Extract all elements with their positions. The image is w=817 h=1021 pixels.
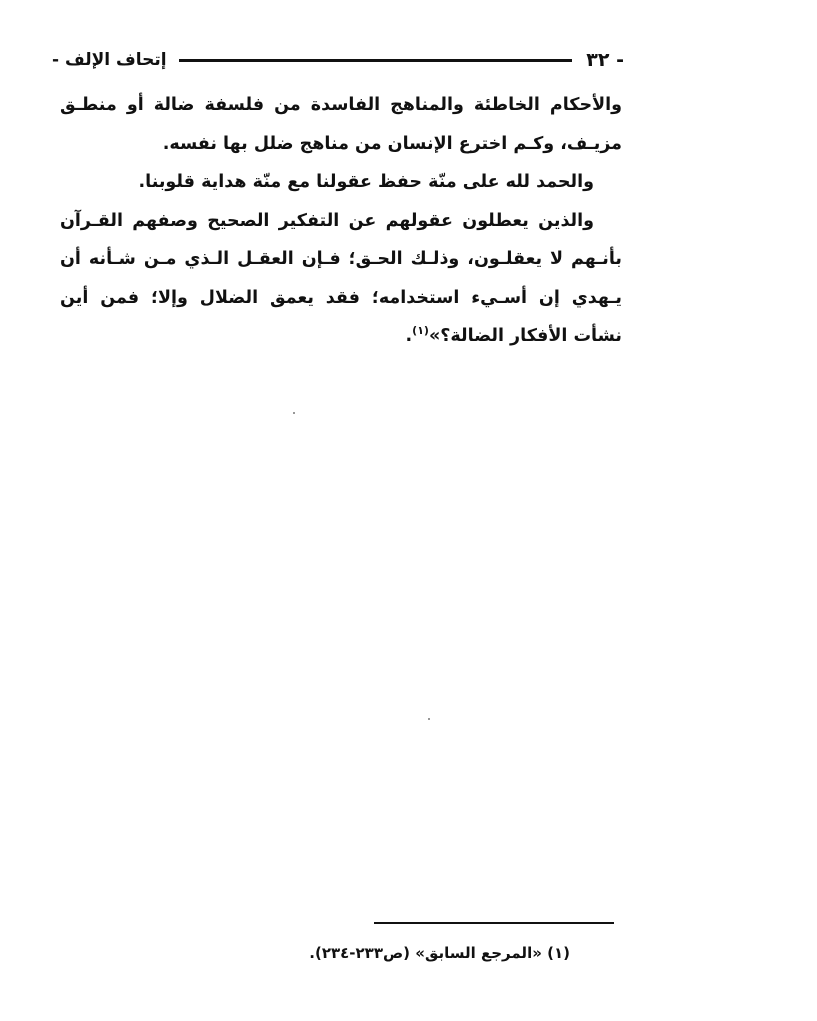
paragraph-2: والحمد لله على منّة حفظ عقولنا مع منّة هداية قلوبنا. bbox=[138, 172, 594, 192]
page-header bbox=[52, 44, 624, 76]
scan-speck bbox=[428, 718, 430, 720]
page-number: - ٣٢ bbox=[586, 49, 624, 71]
running-title: إتحاف الإلف - bbox=[52, 50, 167, 70]
paragraph-1: والأحكام الخاطئة والمناهج الفاسدة من فلسفة ضالة أو منطـق مزيـف، وكـم اخترع الإنسان من مناهج ضلل بها نفسه. bbox=[60, 95, 622, 154]
footnote-rule bbox=[374, 922, 614, 924]
header-rule bbox=[179, 59, 573, 62]
scan-speck bbox=[293, 412, 295, 414]
paragraph-3-text: والذين يعطلون عقولهم عن التفكير الصحيح وصفهم القـرآن بأنـهم لا يعقلـون، وذلـك الحـق؛ فـإن العقـل الـذي مـن شـأنه أن يـهدي إن أسـيء استخدامه؛ فقد يعمق الضلال وإلا؛ فمن أين نشأت الأفكار الضالة؟» bbox=[60, 210, 622, 346]
footnote: (١) «المرجع السابق» (ص٢٣٣-٢٣٤). bbox=[309, 944, 570, 962]
body-text bbox=[60, 86, 622, 356]
closing-period: . bbox=[405, 326, 413, 346]
paragraph-3 bbox=[60, 202, 622, 356]
footnote-reference: (١) bbox=[412, 324, 429, 338]
